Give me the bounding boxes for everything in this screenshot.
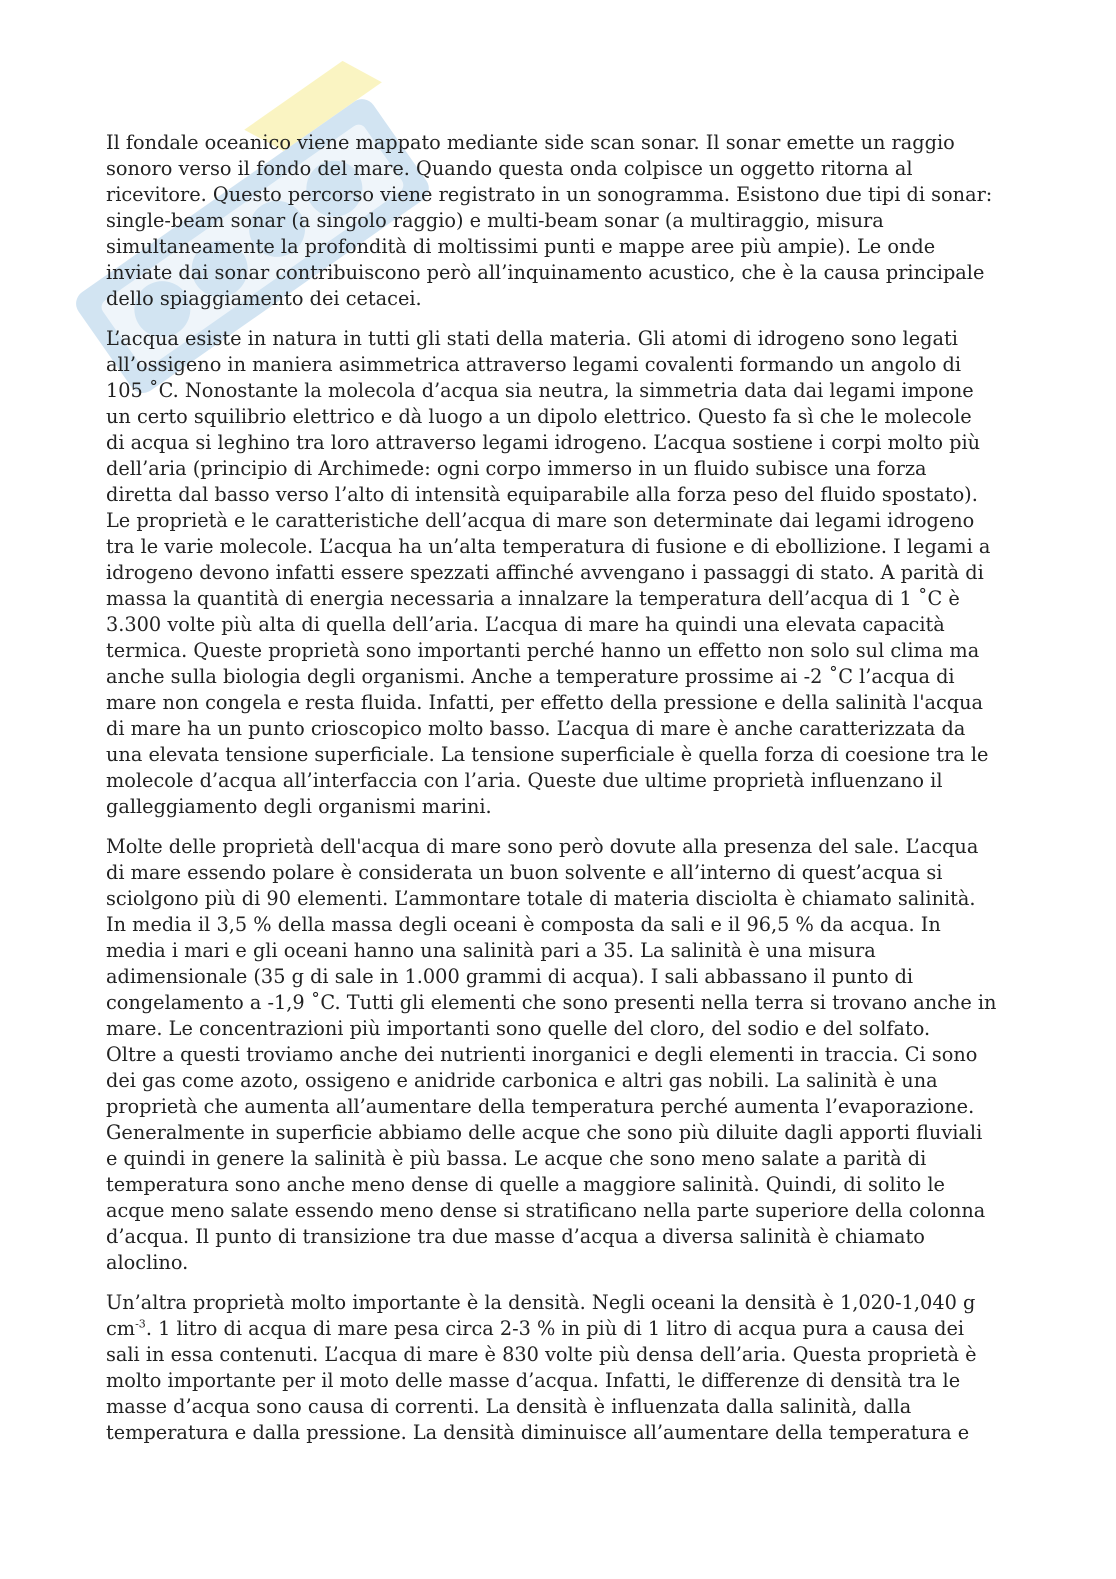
text-line: d’acqua. Il punto di transizione tra due masse d’acqua a diversa salinità è chiamato [106,1225,925,1248]
density-line-2-post: . 1 litro di acqua di mare pesa circa 2-3 % in più di 1 litro di acqua pura a causa dei [145,1317,965,1340]
text-line: inviate dai sonar contribuiscono però all’inquinamento acustico, che è la causa principale [106,261,985,284]
text-line: massa la quantità di energia necessaria a innalzare la temperatura dell’acqua di 1 ˚C è [106,587,960,610]
text-line: mare non congela e resta fluida. Infatti, per effetto della pressione e della salinità l'acqua [106,691,984,714]
text-line: idrogeno devono infatti essere spezzati affinché avvengano i passaggi di stato. A parità di [106,561,984,584]
text-line: temperatura sono anche meno dense di quelle a maggiore salinità. Quindi, di solito le [106,1173,945,1196]
text-line: acque meno salate essendo meno dense si stratificano nella parte superiore della colonna [106,1199,986,1222]
text-line: dei gas come azoto, ossigeno e anidride carbonica e altri gas nobili. La salinità è una [106,1069,938,1092]
text-line: Molte delle proprietà dell'acqua di mare sono però dovute alla presenza del sale. L’acqua [106,835,979,858]
text-line: sonoro verso il fondo del mare. Quando questa onda colpisce un oggetto ritorna al [106,157,913,180]
paragraph-salinity [106,834,1016,1276]
text-line: masse d’acqua sono causa di correnti. La densità è influenzata dalla salinità, dalla [106,1395,912,1418]
text-line: mare. Le concentrazioni più importanti sono quelle del cloro, del sodio e del solfato. [106,1017,931,1040]
text-line: molto importante per il moto delle masse d’acqua. Infatti, le differenze di densità tra le [106,1369,961,1392]
density-line-1: Un’altra proprietà molto importante è la densità. Negli oceani la densità è 1,020-1,040 g [106,1291,976,1314]
text-line: 3.300 volte più alta di quella dell’aria. L’acqua di mare ha quindi una elevata capacità [106,613,945,636]
text-line: aloclino. [106,1251,189,1274]
paragraph-sonar [106,130,1016,312]
text-line: sali in essa contenuti. L’acqua di mare è 830 volte più densa dell’aria. Questa proprietà è [106,1343,977,1366]
text-line: simultaneamente la profondità di moltissimi punti e mappe aree più ampie). Le onde [106,235,936,258]
text-line: di mare essendo polare è considerata un buon solvente e all’interno di quest’acqua si [106,861,943,884]
text-line: Le proprietà e le caratteristiche dell’acqua di mare son determinate dai legami idrogeno [106,509,975,532]
density-superscript: -3 [135,1317,146,1331]
density-rest-lines [106,1343,977,1444]
text-line: sciolgono più di 90 elementi. L’ammontare totale di materia disciolta è chiamato salinità. [106,887,976,910]
text-line: In media il 3,5 % della massa degli oceani è composta da sali e il 96,5 % da acqua. In [106,913,941,936]
text-line: galleggiamento degli organismi marini. [106,795,492,818]
text-line: termica. Queste proprietà sono importanti perché hanno un effetto non solo sul clima ma [106,639,980,662]
text-line: temperatura e dalla pressione. La densità diminuisce all’aumentare della temperatura e [106,1421,970,1444]
text-line: tra le varie molecole. L’acqua ha un’alta temperatura di fusione e di ebollizione. I legami a [106,535,991,558]
text-line: un certo squilibrio elettrico e dà luogo a un dipolo elettrico. Questo fa sì che le molecole [106,405,972,428]
text-line: di acqua si leghino tra loro attraverso legami idrogeno. L’acqua sostiene i corpi molto più [106,431,981,454]
text-line: media i mari e gli oceani hanno una salinità pari a 35. La salinità è una misura [106,939,876,962]
text-line: L’acqua esiste in natura in tutti gli stati della materia. Gli atomi di idrogeno sono legati [106,327,958,350]
text-line: dello spiaggiamento dei cetacei. [106,287,422,310]
text-line: Il fondale oceanico viene mappato mediante side scan sonar. Il sonar emette un raggio [106,131,955,154]
text-line: adimensionale (35 g di sale in 1.000 grammi di acqua). I sali abbassano il punto di [106,965,914,988]
density-line-2-pre: cm [106,1317,136,1340]
text-line: ricevitore. Questo percorso viene registrato in un sonogramma. Esistono due tipi di sonar: [106,183,993,206]
text-line: diretta dal basso verso l’alto di intensità equiparabile alla forza peso del fluido spostato). [106,483,978,506]
text-line: congelamento a -1,9 ˚C. Tutti gli elementi che sono presenti nella terra si trovano anche in [106,991,997,1014]
text-line: molecole d’acqua all’interfaccia con l’aria. Queste due ultime proprietà influenzano il [106,769,943,792]
text-line: all’ossigeno in maniera asimmetrica attraverso legami covalenti formando un angolo di [106,353,962,376]
text-line: di mare ha un punto crioscopico molto basso. L’acqua di mare è anche caratterizzata da [106,717,966,740]
paragraph-water-properties [106,326,1016,820]
text-line: 105 ˚C. Nonostante la molecola d’acqua sia neutra, la simmetria data dai legami impone [106,379,974,402]
text-line: Generalmente in superficie abbiamo delle acque che sono più diluite dagli apporti fluviali [106,1121,983,1144]
text-line: proprietà che aumenta all’aumentare della temperatura perché aumenta l’evaporazione. [106,1095,975,1118]
text-line: dell’aria (principio di Archimede: ogni corpo immerso in un fluido subisce una forza [106,457,927,480]
text-line: e quindi in genere la salinità è più bassa. Le acque che sono meno salate a parità di [106,1147,927,1170]
text-line: anche sulla biologia degli organismi. Anche a temperature prossime ai -2 ˚C l’acqua di [106,665,955,688]
text-line: Oltre a questi troviamo anche dei nutrienti inorganici e degli elementi in traccia. Ci sono [106,1043,978,1066]
document-body [106,130,1016,1460]
text-line: single-beam sonar (a singolo raggio) e multi-beam sonar (a multiraggio, misura [106,209,884,232]
paragraph-density [106,1290,1016,1446]
text-line: una elevata tensione superficiale. La tensione superficiale è quella forza di coesione tra le [106,743,989,766]
